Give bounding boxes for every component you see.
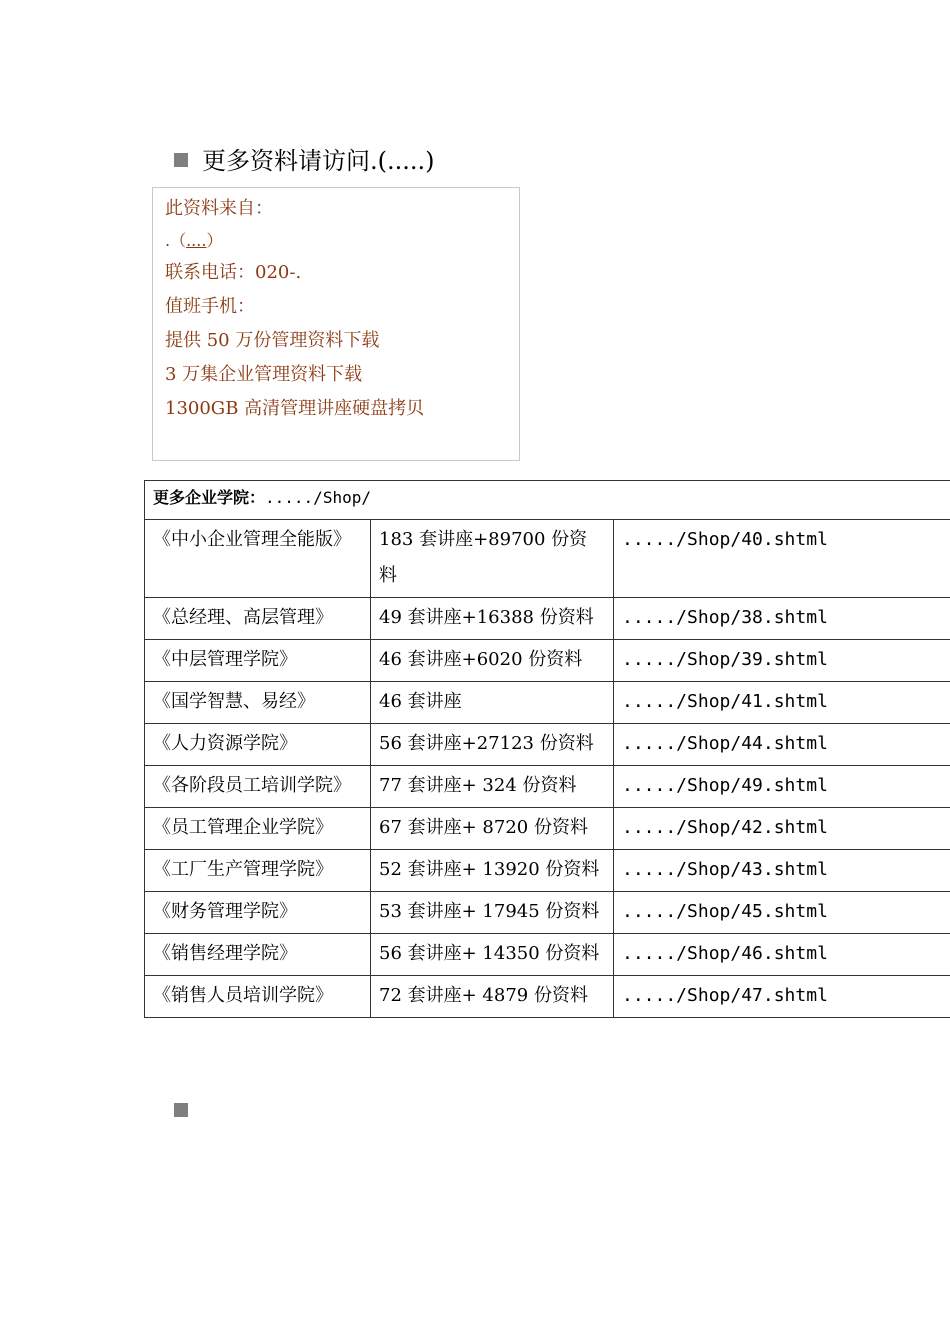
link-prefix: .（ xyxy=(165,231,187,250)
academy-name-cell: 《各阶段员工培训学院》 xyxy=(145,766,371,808)
heading-text: 更多资料请访问.(.....) xyxy=(202,147,435,175)
square-bullet-icon xyxy=(174,153,188,167)
academy-url-cell[interactable]: ...../Shop/45.shtml xyxy=(614,892,950,934)
offer-line-2: 3 万集企业管理资料下载 xyxy=(165,364,363,385)
source-link[interactable]: .... xyxy=(186,231,207,250)
table-row xyxy=(145,766,950,808)
table-row xyxy=(145,808,950,850)
academy-desc-cell: 56 套讲座+ 14350 份资料 xyxy=(371,934,614,976)
offer-line-3: 1300GB 高清管理讲座硬盘拷贝 xyxy=(165,398,425,419)
academy-desc-cell: 72 套讲座+ 4879 份资料 xyxy=(371,976,614,1018)
academy-table xyxy=(144,480,950,1018)
header-url[interactable]: ...../Shop/ xyxy=(265,488,371,507)
academy-url-cell[interactable]: ...../Shop/43.shtml xyxy=(614,850,950,892)
page-heading xyxy=(174,144,435,178)
academy-name-cell: 《工厂生产管理学院》 xyxy=(145,850,371,892)
academy-url-cell[interactable]: ...../Shop/39.shtml xyxy=(614,640,950,682)
source-label: 此资料来自： xyxy=(165,198,273,219)
table-header-row xyxy=(145,481,950,520)
academy-desc-cell: 46 套讲座+6020 份资料 xyxy=(371,640,614,682)
link-suffix: ） xyxy=(206,231,223,250)
source-info-box xyxy=(152,187,520,461)
academy-name-cell: 《财务管理学院》 xyxy=(145,892,371,934)
academy-name-cell: 《销售人员培训学院》 xyxy=(145,976,371,1018)
source-link-line xyxy=(165,226,519,256)
header-label: 更多企业学院： xyxy=(153,488,266,507)
table-row xyxy=(145,724,950,766)
table-row xyxy=(145,976,950,1018)
academy-url-cell[interactable]: ...../Shop/49.shtml xyxy=(614,766,950,808)
table-row xyxy=(145,682,950,724)
academy-desc-cell: 77 套讲座+ 324 份资料 xyxy=(371,766,614,808)
table-row xyxy=(145,850,950,892)
table-row xyxy=(145,892,950,934)
table-row xyxy=(145,598,950,640)
academy-desc-cell: 183 套讲座+89700 份资料 xyxy=(371,520,614,598)
academy-name-cell: 《销售经理学院》 xyxy=(145,934,371,976)
academy-desc-cell: 67 套讲座+ 8720 份资料 xyxy=(371,808,614,850)
academy-name-cell: 《人力资源学院》 xyxy=(145,724,371,766)
square-bullet-icon xyxy=(174,1103,188,1117)
table-row xyxy=(145,934,950,976)
academy-url-cell[interactable]: ...../Shop/46.shtml xyxy=(614,934,950,976)
phone-line: 联系电话：020-. xyxy=(165,262,302,283)
academy-name-cell: 《员工管理企业学院》 xyxy=(145,808,371,850)
academy-url-cell[interactable]: ...../Shop/44.shtml xyxy=(614,724,950,766)
academy-url-cell[interactable]: ...../Shop/40.shtml xyxy=(614,520,950,598)
academy-url-cell[interactable]: ...../Shop/47.shtml xyxy=(614,976,950,1018)
academy-name-cell: 《总经理、高层管理》 xyxy=(145,598,371,640)
academy-name-cell: 《国学智慧、易经》 xyxy=(145,682,371,724)
academy-name-cell: 《中小企业管理全能版》 xyxy=(145,520,371,598)
academy-desc-cell: 49 套讲座+16388 份资料 xyxy=(371,598,614,640)
academy-url-cell[interactable]: ...../Shop/38.shtml xyxy=(614,598,950,640)
mobile-line: 值班手机： xyxy=(165,296,255,317)
academy-desc-cell: 53 套讲座+ 17945 份资料 xyxy=(371,892,614,934)
table-row xyxy=(145,520,950,598)
academy-url-cell[interactable]: ...../Shop/42.shtml xyxy=(614,808,950,850)
academy-desc-cell: 56 套讲座+27123 份资料 xyxy=(371,724,614,766)
academy-desc-cell: 46 套讲座 xyxy=(371,682,614,724)
offer-line-1: 提供 50 万份管理资料下载 xyxy=(165,330,380,351)
academy-name-cell: 《中层管理学院》 xyxy=(145,640,371,682)
table-header-cell xyxy=(145,481,950,520)
academy-desc-cell: 52 套讲座+ 13920 份资料 xyxy=(371,850,614,892)
academy-url-cell[interactable]: ...../Shop/41.shtml xyxy=(614,682,950,724)
table-row xyxy=(145,640,950,682)
